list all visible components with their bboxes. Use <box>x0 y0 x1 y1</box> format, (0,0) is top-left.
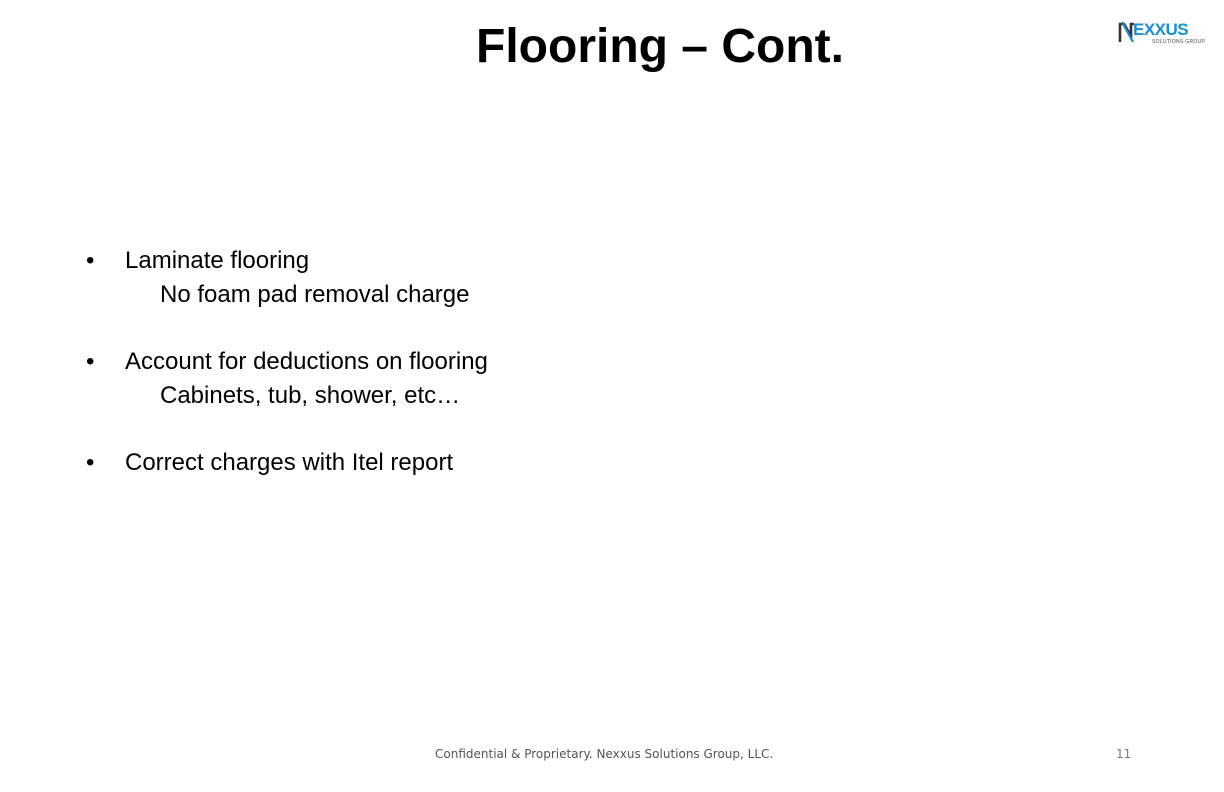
bullet-symbol: • <box>86 247 95 274</box>
bullet-item <box>86 244 886 312</box>
slide-title: Flooring – Cont. <box>476 20 844 73</box>
page-number: 11 <box>1116 747 1132 761</box>
bullet-item <box>86 446 886 480</box>
bullet-text: Laminate flooring <box>125 247 310 274</box>
footer-text: Confidential & Proprietary. Nexxus Solutions Group, LLC. <box>435 747 774 761</box>
bullet-item <box>86 345 886 413</box>
bullet-text: Correct charges with Itel report <box>125 449 454 476</box>
bullet-text: Account for deductions on flooring <box>125 348 488 375</box>
bullet-symbol: • <box>86 348 95 375</box>
bullet-subtext: Cabinets, tub, shower, etc… <box>160 382 461 409</box>
bullet-symbol: • <box>86 449 95 476</box>
logo-tagline: SOLUTIONS GROUP <box>1152 39 1206 45</box>
logo-wordmark: EXXUS <box>1133 20 1189 39</box>
company-logo <box>1118 20 1206 52</box>
bullet-subtext: No foam pad removal charge <box>160 281 470 308</box>
bullet-list <box>86 244 886 513</box>
